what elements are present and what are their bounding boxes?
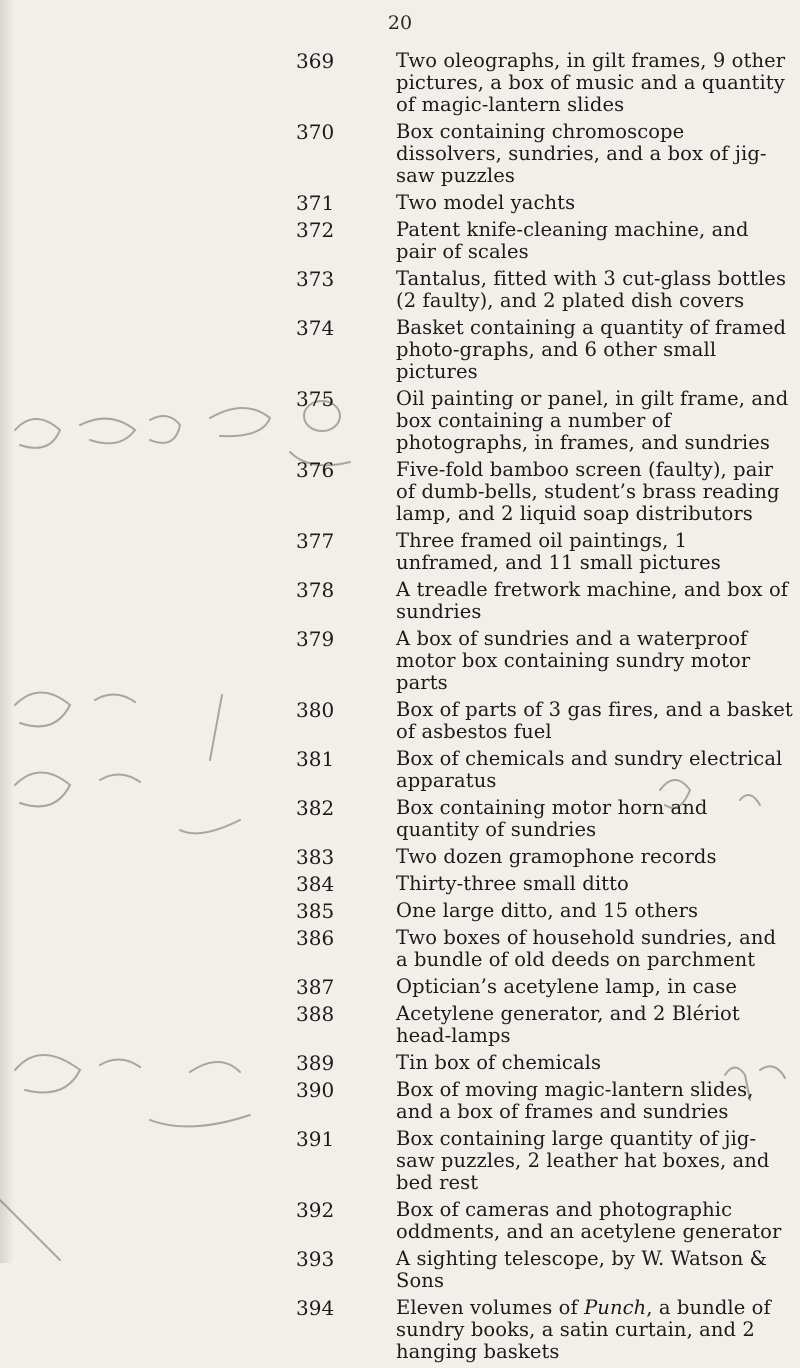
lot-list — [296, 49, 800, 1368]
lot-entry — [296, 458, 800, 525]
lot-entry — [296, 267, 800, 312]
lot-entry — [296, 747, 800, 792]
lot-entry — [296, 975, 800, 999]
lot-description: Tin box of chemicals — [396, 1051, 602, 1074]
lot-number: 379 — [296, 627, 335, 651]
lot-entry — [296, 218, 800, 263]
lot-description: Box of chemicals and sundry electrical apparatus — [396, 747, 783, 792]
lot-number: 378 — [296, 578, 335, 602]
lot-entry — [296, 1296, 800, 1363]
lot-number: 371 — [296, 191, 335, 215]
lot-number: 373 — [296, 267, 335, 291]
lot-description: Tantalus, fitted with 3 cut-glass bottles (2 faulty), and 2 plated dish covers — [396, 267, 787, 312]
page-edge-shadow — [0, 0, 14, 1263]
lot-description: Box of cameras and photographic oddments, and an acetylene generator — [396, 1198, 782, 1243]
lot-description: Three framed oil paintings, 1 unframed, and 11 small pictures — [396, 529, 721, 574]
lot-entry — [296, 529, 800, 574]
lot-number: 383 — [296, 845, 335, 869]
lot-description: Two model yachts — [396, 191, 576, 214]
lot-number: 381 — [296, 747, 335, 771]
lot-description: Box containing chromoscope dissolvers, sundries, and a box of jig-saw puzzles — [396, 120, 767, 187]
lot-description: Eleven volumes of Punch, a bundle of sundry books, a satin curtain, and 2 hanging baskets — [396, 1296, 771, 1363]
lot-description: Two boxes of household sundries, and a bundle of old deeds on parchment — [396, 926, 777, 971]
page-number: 20 — [387, 12, 413, 34]
lot-number: 372 — [296, 218, 335, 242]
lot-number: 385 — [296, 899, 335, 923]
lot-number: 392 — [296, 1198, 335, 1222]
lot-entry — [296, 191, 800, 215]
lot-number: 374 — [296, 316, 335, 340]
lot-entry — [296, 796, 800, 841]
lot-entry — [296, 1002, 800, 1047]
lot-number: 370 — [296, 120, 335, 144]
lot-number: 391 — [296, 1127, 335, 1151]
lot-number: 388 — [296, 1002, 335, 1026]
lot-entry — [296, 627, 800, 694]
lot-number: 386 — [296, 926, 335, 950]
lot-number: 394 — [296, 1296, 335, 1320]
lot-entry — [296, 926, 800, 971]
lot-description: A sighting telescope, by W. Watson & Sons — [396, 1247, 768, 1292]
lot-description: Two dozen gramophone records — [396, 845, 717, 868]
lot-number: 387 — [296, 975, 335, 999]
lot-number: 390 — [296, 1078, 335, 1102]
lot-number: 376 — [296, 458, 335, 482]
periodical-title: Punch — [584, 1296, 647, 1319]
lot-number: 369 — [296, 49, 335, 73]
lot-number: 380 — [296, 698, 335, 722]
lot-entry — [296, 1127, 800, 1194]
lot-number: 393 — [296, 1247, 335, 1271]
lot-entry — [296, 1078, 800, 1123]
lot-description: Basket containing a quantity of framed photo-graphs, and 6 other small pictures — [396, 316, 787, 383]
lot-description: Two oleographs, in gilt frames, 9 other pictures, a box of music and a quantity of magic-lantern slides — [396, 49, 786, 116]
lot-description: Oil painting or panel, in gilt frame, and box containing a number of photographs, in frames, and sundries — [396, 387, 789, 454]
lot-entry — [296, 316, 800, 383]
lot-number: 375 — [296, 387, 335, 411]
lot-entry — [296, 387, 800, 454]
lot-description: Box containing motor horn and quantity of sundries — [396, 796, 708, 841]
lot-description: Acetylene generator, and 2 Blériot head-lamps — [396, 1002, 740, 1047]
lot-number: 384 — [296, 872, 335, 896]
lot-description: Five-fold bamboo screen (faulty), pair of dumb-bells, student’s brass reading lamp, and 2 liquid soap distributors — [396, 458, 780, 525]
lot-description: Patent knife-cleaning machine, and pair of scales — [396, 218, 749, 263]
lot-entry — [296, 872, 800, 896]
lot-entry — [296, 578, 800, 623]
lot-description: A treadle fretwork machine, and box of sundries — [396, 578, 789, 623]
lot-description: Box of moving magic-lantern slides, and a box of frames and sundries — [396, 1078, 754, 1123]
lot-description: Box of parts of 3 gas fires, and a basket of asbestos fuel — [396, 698, 793, 743]
lot-entry — [296, 49, 800, 116]
lot-description: Thirty-three small ditto — [396, 872, 629, 895]
lot-entry — [296, 1247, 800, 1292]
lot-number: 389 — [296, 1051, 335, 1075]
lot-description: A box of sundries and a waterproof motor box containing sundry motor parts — [396, 627, 751, 694]
lot-description: One large ditto, and 15 others — [396, 899, 699, 922]
lot-number: 382 — [296, 796, 335, 820]
lot-entry — [296, 1198, 800, 1243]
lot-description: Optician’s acetylene lamp, in case — [396, 975, 738, 998]
lot-entry — [296, 1051, 800, 1075]
lot-entry — [296, 899, 800, 923]
lot-entry — [296, 698, 800, 743]
lot-number: 377 — [296, 529, 335, 553]
lot-description: Box containing large quantity of jig-saw puzzles, 2 leather hat boxes, and bed rest — [396, 1127, 770, 1194]
lot-entry — [296, 845, 800, 869]
lot-entry — [296, 120, 800, 187]
